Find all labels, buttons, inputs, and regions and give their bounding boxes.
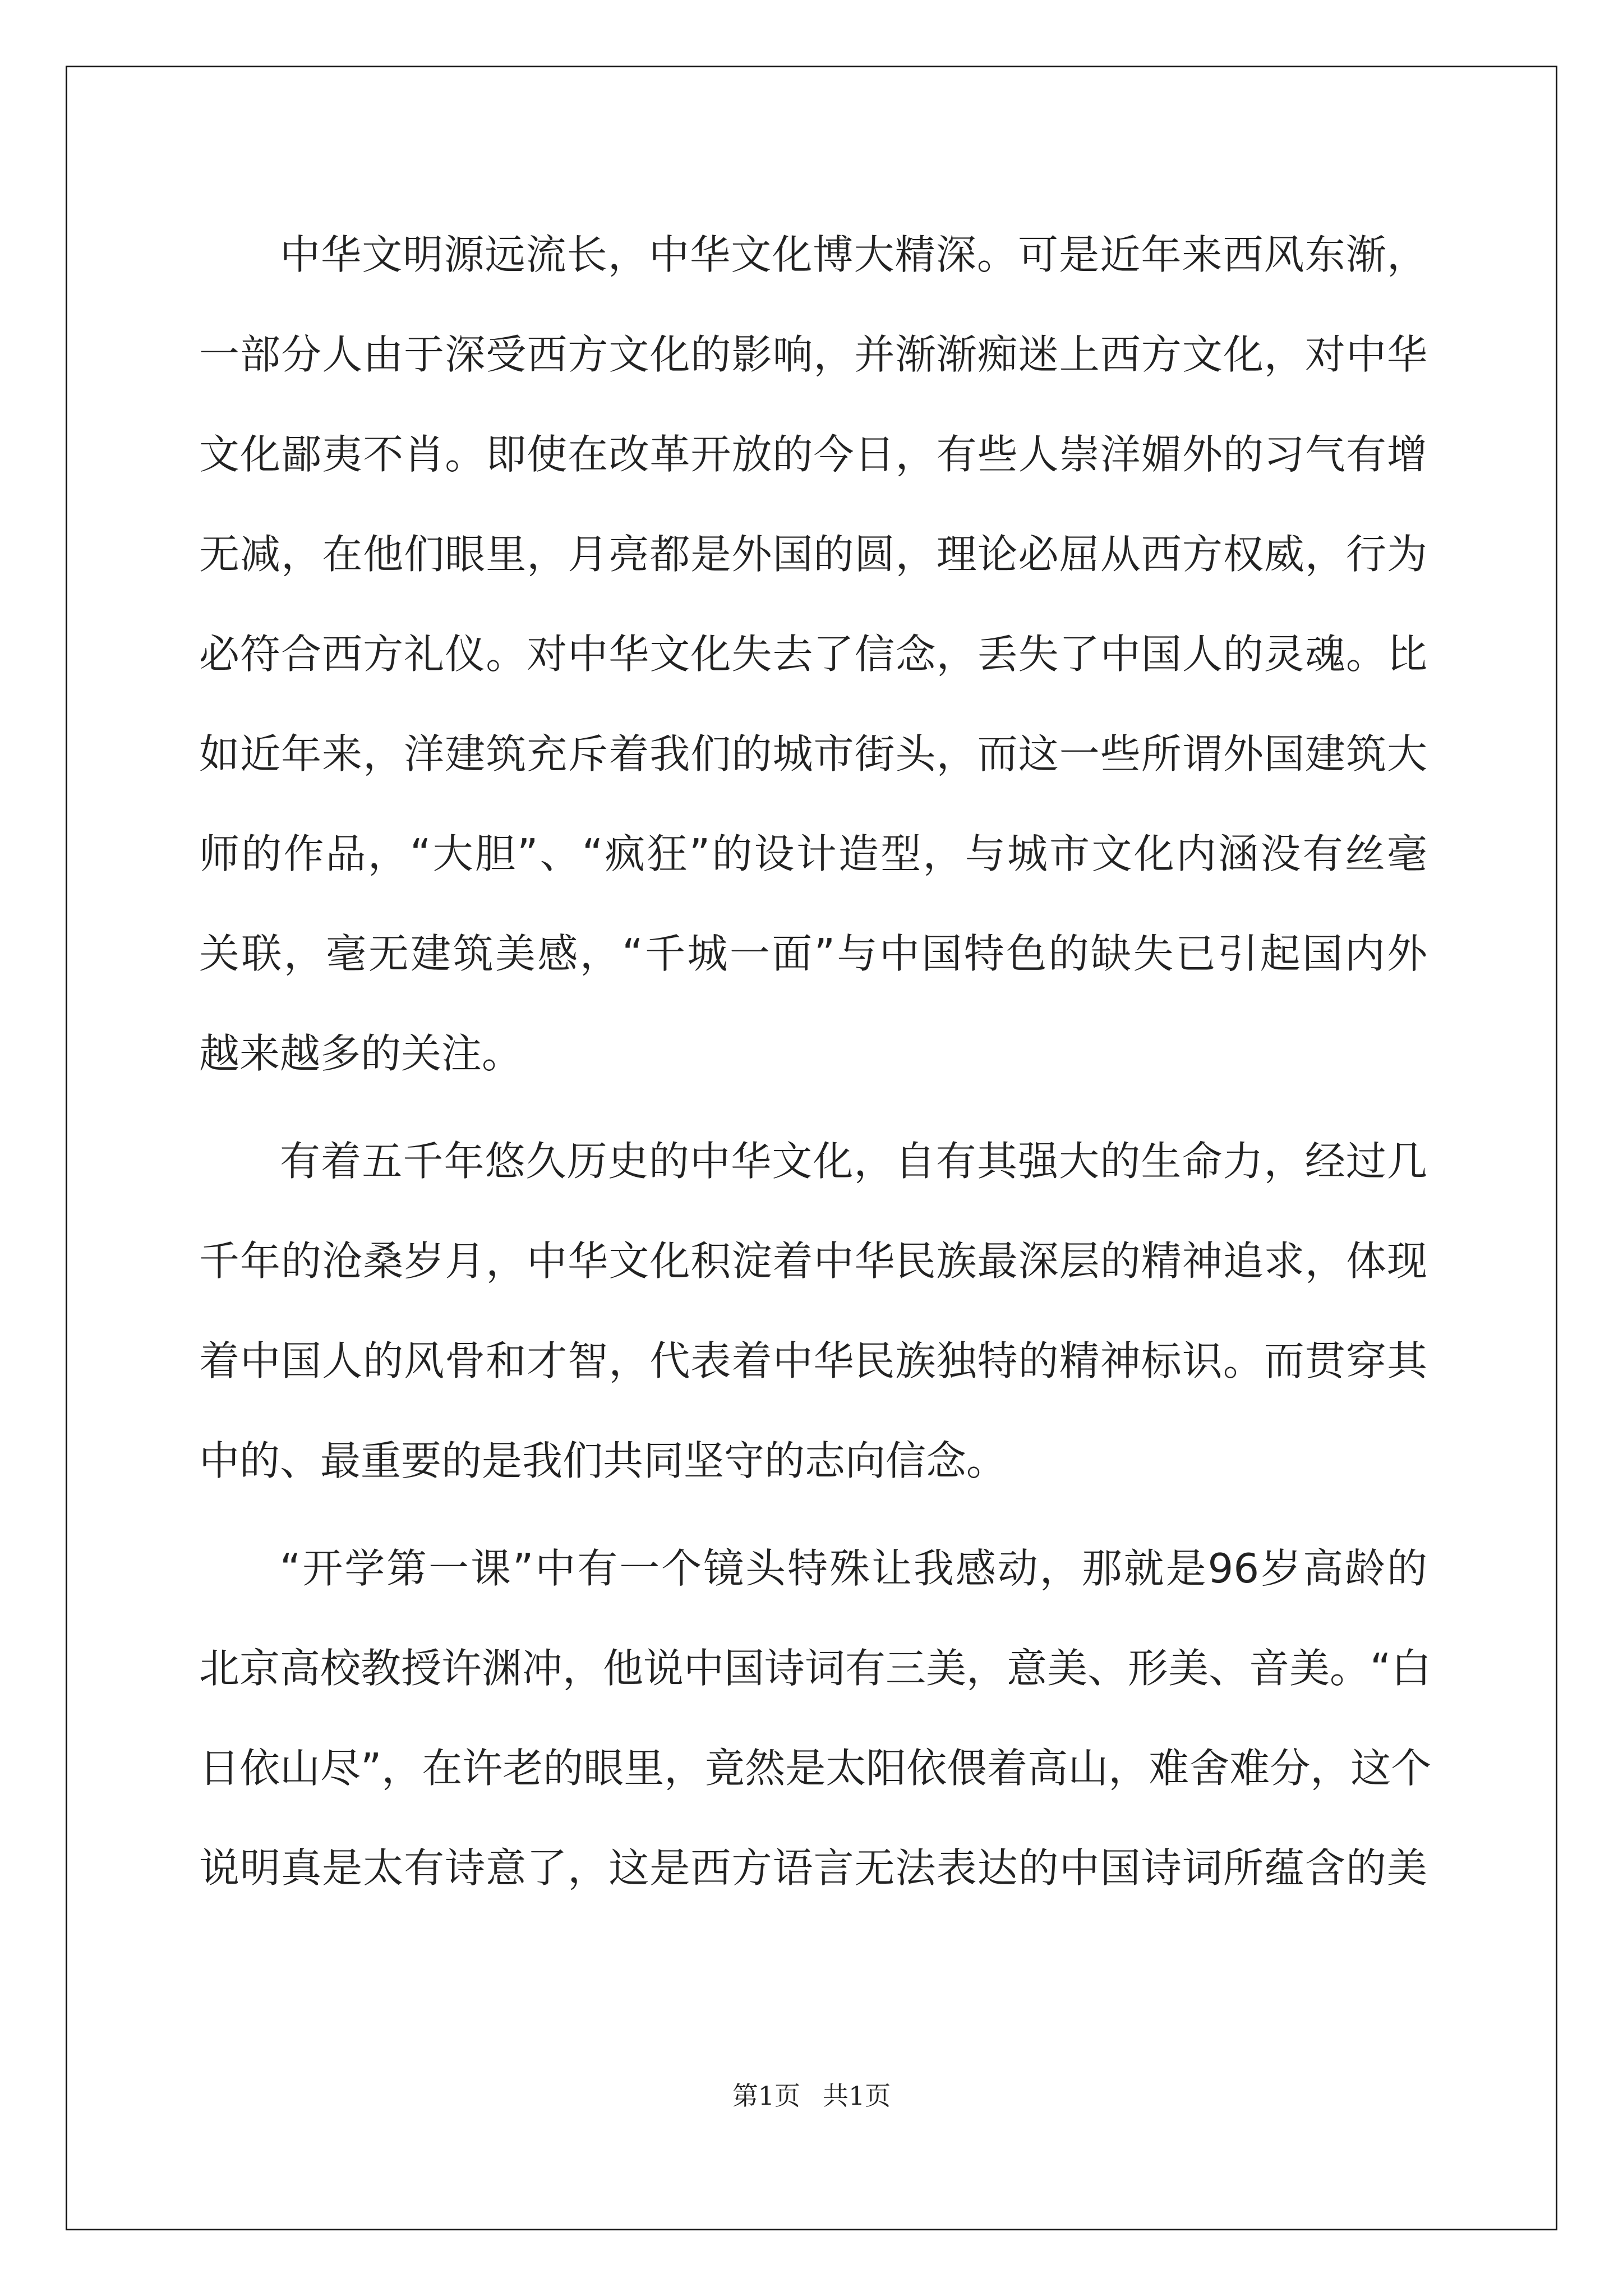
paragraph-gap <box>199 1103 1427 1111</box>
document-body <box>199 205 1432 1918</box>
paragraph-1-line-5: 必符合西方礼仪。对中华文化失去了信念，丢失了中国人的灵魂。比 <box>199 631 1427 678</box>
page-number-total: 共1页 <box>823 2081 891 2111</box>
paragraph-3-line-4: 说明真是太有诗意了，这是西方语言无法表达的中国诗词所蕴含的美 <box>199 1844 1427 1892</box>
paragraph-1-line-3: 文化鄙夷不肖。即使在改革开放的今日，有些人崇洋媚外的习气有增 <box>199 431 1427 478</box>
paragraph-1-line-1: 中华文明源远流长，中华文化博大精深。可是近年来西风东渐， <box>280 231 1427 278</box>
paragraph-1-line-6: 如近年来，洋建筑充斥着我们的城市街头，而这一些所谓外国建筑大 <box>199 730 1427 777</box>
paragraph-1-line-7: 师的作品，“大胆”、“疯狂”的设计造型，与城市文化内涵没有丝毫 <box>199 830 1427 877</box>
paragraph-2-line-3: 着中国人的风骨和才智，代表着中华民族独特的精神标识。而贯穿其 <box>199 1337 1427 1384</box>
paragraph-1-line-2: 一部分人由于深受西方文化的影响，并渐渐痴迷上西方文化，对中华 <box>199 331 1427 378</box>
paragraph-3-line-1: “开学第一课”中有一个镜头特殊让我感动，那就是96岁高龄的 <box>280 1545 1427 1592</box>
paragraph-3-line-3: 日依山尽”，在许老的眼里，竟然是太阳依偎着高山，难舍难分，这个 <box>199 1745 1432 1792</box>
paragraph-2-line-4: 中的、最重要的是我们共同坚守的志向信念。 <box>199 1437 1007 1484</box>
paragraph-gap <box>199 1511 1427 1519</box>
paragraph-2-line-2: 千年的沧桑岁月，中华文化积淀着中华民族最深层的精神追求，体现 <box>199 1237 1427 1285</box>
paragraph-3-line-2: 北京高校教授许渊冲，他说中国诗词有三美，意美、形美、音美。“白 <box>199 1645 1432 1692</box>
paragraph-2-line-1: 有着五千年悠久历史的中华文化，自有其强大的生命力，经过几 <box>280 1138 1427 1185</box>
paragraph-1-line-8: 关联，毫无建筑美感，“千城一面”与中国特色的缺失已引起国内外 <box>199 930 1427 977</box>
paragraph-1-line-9: 越来越多的关注。 <box>199 1030 523 1077</box>
page-footer <box>0 2076 1623 2113</box>
paragraph-1-line-4: 无减，在他们眼里，月亮都是外国的圆，理论必屈从西方权威，行为 <box>199 531 1427 578</box>
page-number-current: 第1页 <box>732 2081 800 2111</box>
